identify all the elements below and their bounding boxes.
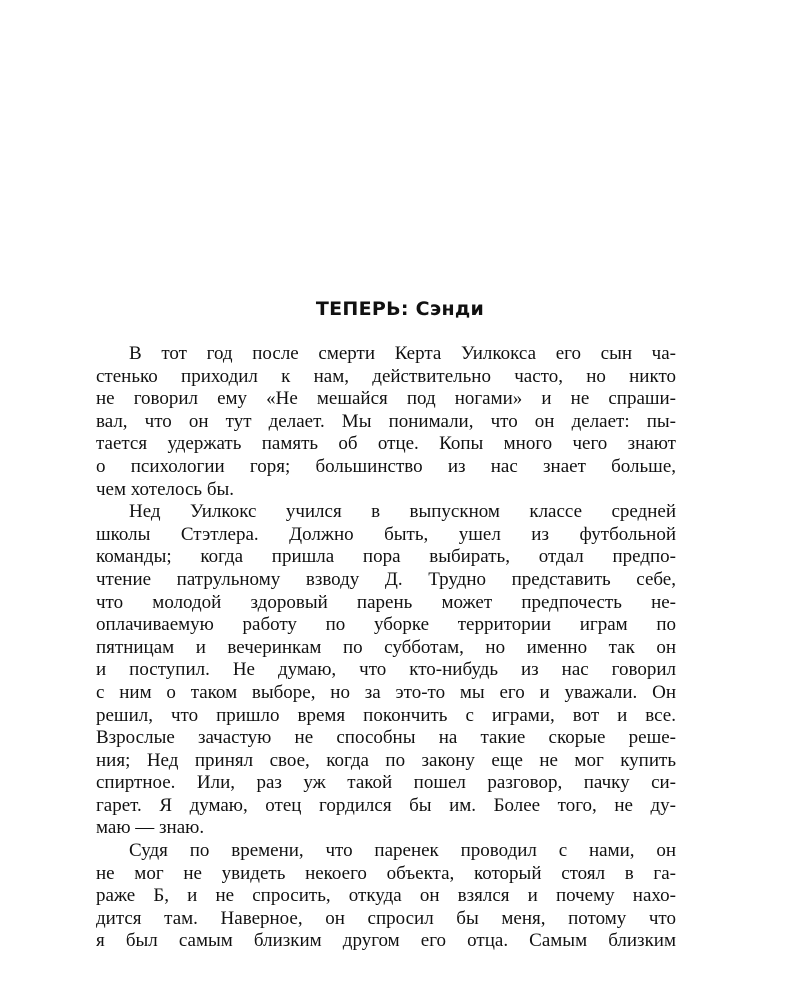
chapter-title: ТЕПЕРЬ: Сэнди [315, 298, 485, 320]
paragraph-1 [96, 343, 676, 501]
paragraph-3 [96, 840, 676, 953]
paragraph-line: я был самым близким другом его отца. Самым близким [96, 930, 676, 952]
body-text [96, 343, 676, 953]
paragraph-line: с ним о таком выборе, но за это-то мы его и уважали. Он [96, 681, 676, 703]
paragraph-line: дится там. Наверное, он спросил бы меня, потому что [96, 907, 676, 929]
paragraph-line: спиртное. Или, раз уж такой пошел разговор, пачку си- [96, 772, 676, 794]
paragraph-line: о психологии горя; большинство из нас знает больше, [96, 455, 676, 477]
paragraph-line: вал, что он тут делает. Мы понимали, что он делает: пы- [96, 410, 676, 432]
paragraph-line: стенько приходил к нам, действительно часто, но никто [96, 365, 676, 387]
paragraph-line: Взрослые зачастую не способны на такие скорые реше- [96, 727, 676, 749]
paragraph-line: школы Стэтлера. Должно быть, ушел из футбольной [96, 523, 676, 545]
paragraph-line: команды; когда пришла пора выбирать, отдал предпо- [96, 546, 676, 568]
paragraph-line: оплачиваемую работу по уборке территории играм по [96, 614, 676, 636]
paragraph-2 [96, 501, 676, 840]
paragraph-line: тается удержать память об отце. Копы много чего знают [96, 433, 676, 455]
paragraph-line: что молодой здоровый парень может предпочесть не- [96, 591, 676, 613]
paragraph-line: маю — знаю. [96, 817, 205, 839]
paragraph-line: В тот год после смерти Керта Уилкокса его сын ча- [129, 343, 676, 364]
paragraph-line: и поступил. Не думаю, что кто-нибудь из нас говорил [96, 659, 676, 681]
paragraph-line: гарет. Я думаю, отец гордился бы им. Более того, не ду- [96, 794, 676, 816]
paragraph-line: чем хотелось бы. [96, 478, 235, 500]
paragraph-line: Судя по времени, что паренек проводил с нами, он [129, 840, 676, 862]
paragraph-line: не говорил ему «Не мешайся под ногами» и не спраши- [96, 388, 676, 410]
paragraph-line: ния; Нед принял свое, когда по закону еще не мог купить [96, 749, 676, 771]
paragraph-line: Нед Уилкокс учился в выпускном классе средней [129, 501, 676, 523]
paragraph-line: чтение патрульному взводу Д. Трудно представить себе, [96, 568, 676, 590]
paragraph-line: не мог не увидеть некоего объекта, который стоял в га- [96, 862, 676, 884]
paragraph-line: раже Б, и не спросить, откуда он взялся и почему нахо- [96, 885, 676, 907]
paragraph-line: пятницам и вечеринкам по субботам, но именно так он [96, 636, 676, 658]
paragraph-line: решил, что пришло время покончить с играми, вот и все. [96, 704, 676, 726]
